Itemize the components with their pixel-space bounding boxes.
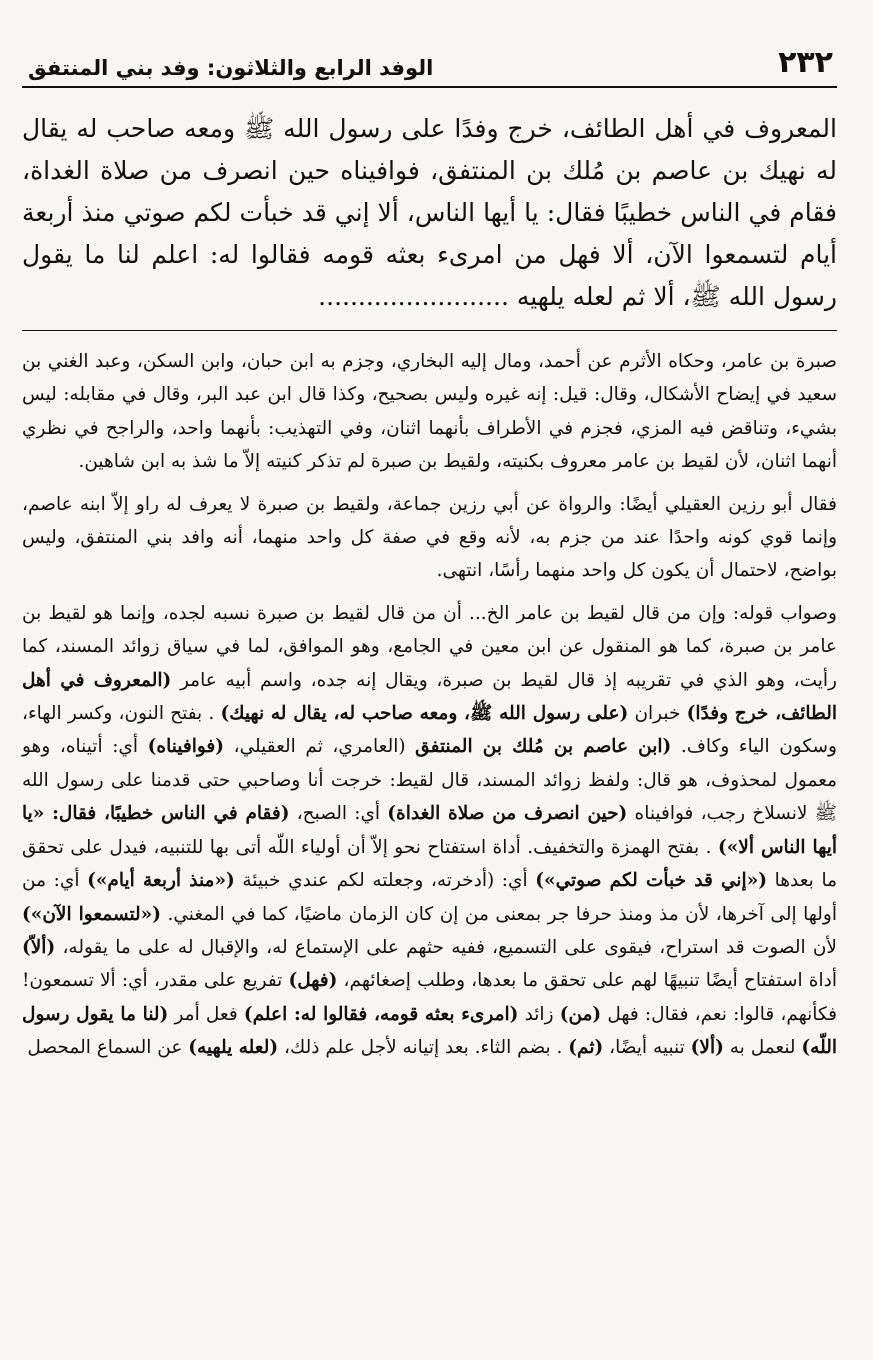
quoted-phrase: (فوافيناه) [147,736,225,758]
quoted-phrase: (ابن عاصم بن مُلك بن المنتفق [415,736,672,758]
main-paragraph: المعروف في أهل الطائف، خرج وفدًا على رسول الله ﷺ ومعه صاحب له يقال له نهيك بن عاصم بن مُلك بن المنتفق، فوافيناه حين انصرف من صلاة الغداة، فقام في الناس خطيبًا فقال: يا أيها الناس، ألا إني قد خبأت لكم صوتي منذ أربعة أيام لتسمعوا الآن، ألا فهل من امرىء بعثه قومه فقالوا له: اعلم لنا ما يقول رسول الله ﷺ، ألا ثم لعله يلهيه ........................ [22,114,837,311]
page-number: ٢٣٢ [778,45,833,80]
commentary-paragraph: فقال أبو رزين العقيلي أيضًا: والرواة عن أبي رزين جماعة، ولقيط بن صبرة لا يعرف له راو إلاّ ابنه عاصم، وإنما قوي كونه واحدًا عند من جزم به، لأنه وقع في صفة كل واحد منهما، أنه وافد بني المنتفق، وليس بواضح، لاحتمال أن يكون كل واحد منهما رأسًا، انتهى. [22,493,837,582]
commentary-text: وصواب قوله: وإن من قال لقيط بن عامر الخ... أن من قال لقيط بن صبرة نسبه لجده، وإنما هو لقيط بن عامر بن صبرة، كما هو المنقول عن ابن معين في الجامع، وهو الموافق، لما في سياق زوائد المسند، كما رأيت، وهو الذي في تقريبه إذ قال لقيط بن صبرة، ويقال إنه جده، واسم أبيه عامر [22,602,837,691]
running-title: الوفد الرابع والثلاثون: وفد بني المنتفق [28,56,434,80]
commentary-text: عن السماع المحصل [27,1037,189,1059]
commentary-text: تنبيه أيضًا، [603,1037,691,1059]
commentary-text: . بفتح الهمزة والتخفيف. أداة استفتاح نحو إلاّ أن أولياء اللّه أتى بها للتنبيه، فيدل على تحقق ما بعدها [22,836,837,892]
commentary [22,345,837,1065]
commentary-text: لنعمل به [723,1037,802,1059]
commentary-text: أي: من أولها إلى آخرها، لأن مذ ومنذ حرفا جر بمعنى من إن كان الزمان ماضيًا، كما في المغني. [22,870,837,925]
quoted-phrase: (من) [559,1003,602,1025]
quoted-phrase: (لنا ما يقول رسول اللّه) [22,1003,837,1059]
commentary-text: أداة استفتاح أيضًا تنبيهًا لهم على تحقق ما بعدها، وطلب إصغائهم، [337,970,838,992]
commentary-text: أي: الصبح، [289,803,388,825]
commentary-text: فعل أمر [168,1003,244,1025]
quoted-phrase: (المعروف في أهل الطائف، خرج وفدًا) [22,669,837,725]
quoted-phrase: (فقام في الناس خطيبًا، فقال: «يا أيها الناس ألا») [22,803,838,858]
commentary-text: أي: (أدخرته، وجعلته لكم عندي خبيئة [234,870,536,892]
main-text [22,108,837,318]
commentary-text: خبران [628,703,687,725]
quoted-phrase: («إني قد خبأت لكم صوتي») [535,870,768,892]
quoted-phrase: (امرىء بعثه قومه، فقالوا له: اعلم) [243,1003,519,1025]
page-header [22,28,837,88]
commentary-paragraph: صبرة بن عامر، وحكاه الأثرم عن أحمد، ومال إليه البخاري، وجزم به ابن حبان، وابن السكن، وعبد الغني بن سعيد في إيضاح الأشكال، وقال: قيل: إنه غيره وليس بصحيح، وكذا قال ابن عبد البر، وقال في مقابله: ليس بشيء، وتناقض فيه المزي، فجزم في الأطراف بأنهما اثنان، وفي التهذيب: بأنهما واحد، والراجح في نظري أنهما اثنان، لأن لقيط بن عامر معروف بكنيته، ولقيط بن صبرة لم تذكر كنيته إلاّ ما شذ به ابن شاهين. [22,351,837,473]
quoted-phrase: (حين انصرف من صلاة الغداة) [387,803,628,825]
quoted-phrase: (ثم) [568,1037,604,1059]
quoted-phrase: («لتسمعوا الآن») [22,903,161,925]
commentary-text: زائد [518,1003,560,1025]
commentary-text: لأن الصوت قد استراح، فيقوى على التسميع، ففيه حثهم على الإستماع له، والإقبال له على ما يقوله، [55,936,837,958]
quoted-phrase: (ألا) [690,1037,724,1059]
quoted-phrase: («منذ أربعة أيام») [87,870,235,892]
quoted-phrase: (فهل) [288,970,338,992]
commentary-paragraph [22,597,837,1065]
commentary-text: (العامري، ثم العقيلي، [224,736,416,758]
commentary-text: . بفتح النون، وكسر الهاء، وسكون الياء وكاف. [22,703,837,758]
quoted-phrase: (لعله يلهيه) [188,1037,279,1059]
commentary-text: أي: أتيناه، وهو معمول لمحذوف، هو قال: ولفظ زوائد المسند، قال لقيط: خرجت أنا وصاحبي حتى قدمنا على رسول الله ﷺ لانسلاخ رجب، فوافيناه [22,736,838,825]
footnote-separator [22,330,837,331]
commentary-text: . بضم الثاء. بعد إتيانه لأجل علم ذلك، [278,1037,569,1059]
commentary-text: تفريع على مقدر، أي: ألا تسمعون! فكأنهم، قالوا: نعم، فقال: فهل [22,970,837,1025]
quoted-phrase: (ألاّ) [22,936,56,958]
quoted-phrase: (على رسول الله ﷺ، ومعه صاحب له، يقال له نهيك) [220,703,629,725]
